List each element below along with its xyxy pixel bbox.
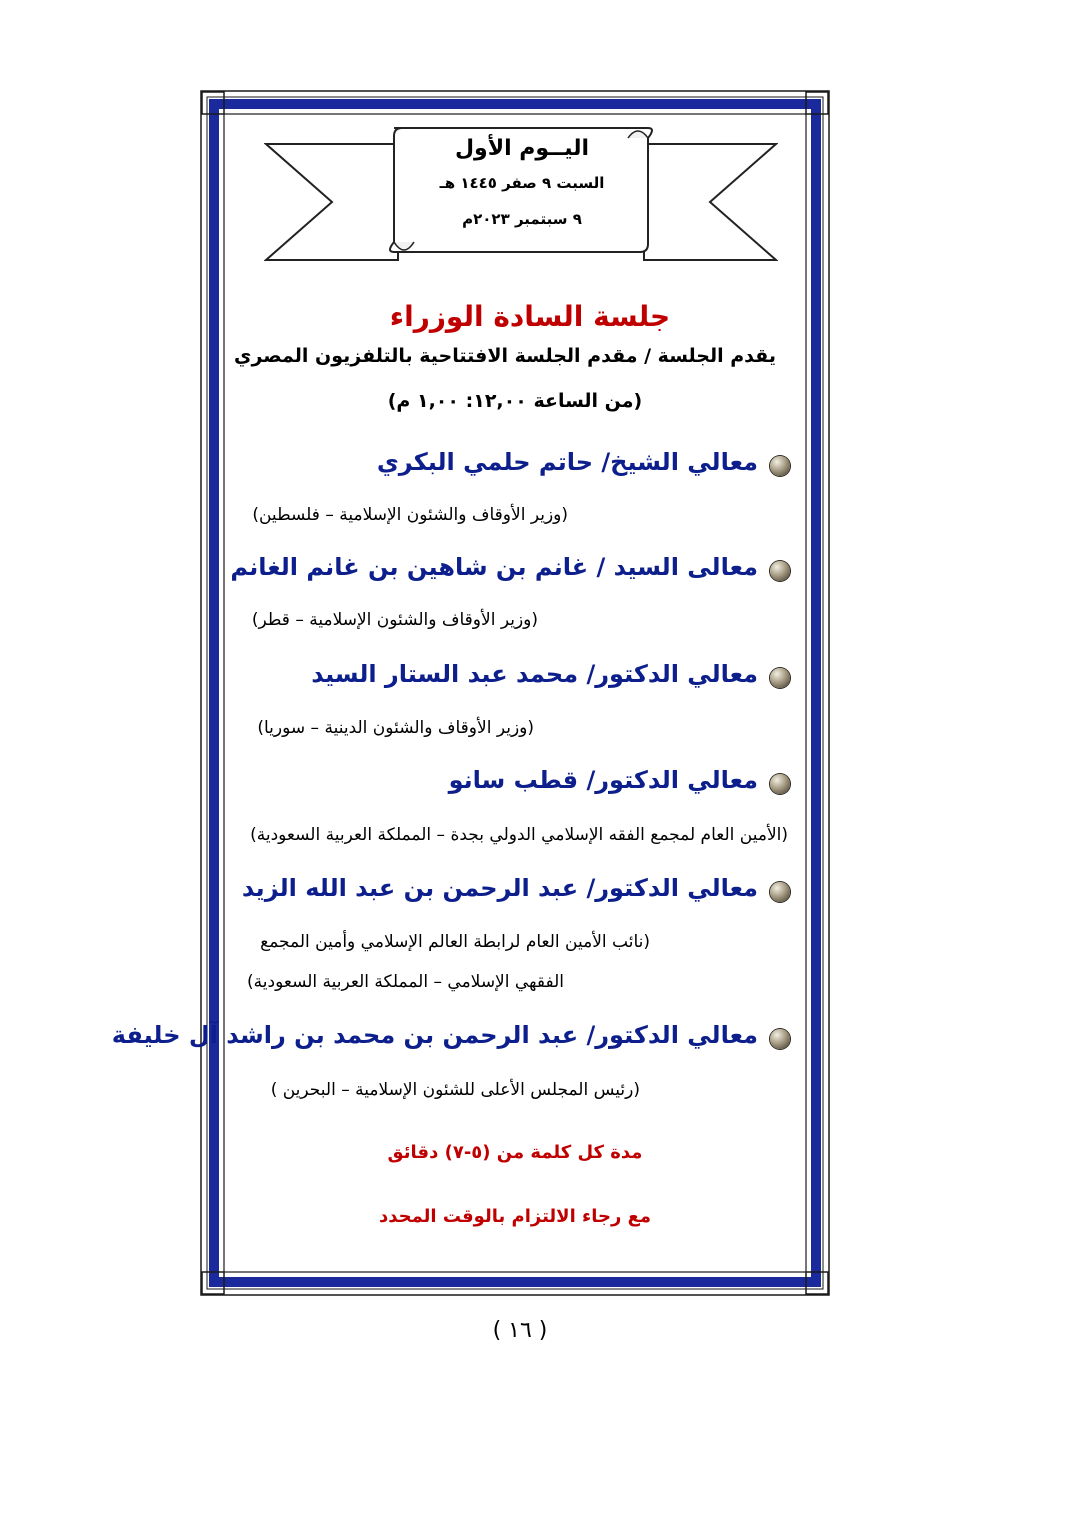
bullet-icon (770, 456, 790, 476)
speaker-role-line-2: الفقهي الإسلامي – المملكة العربية السعودية) (247, 972, 564, 992)
duration-note: مدة كل كلمة من (٥-٧) دقائق (387, 1142, 643, 1163)
session-time: (من الساعة ١٢,٠٠: ١,٠٠ م) (387, 390, 643, 412)
day-title: اليــوم الأول (454, 136, 590, 161)
speaker-name: معالى السيد / غانم بن شاهين بن غانم الغانم (230, 553, 758, 581)
speaker-role-line-1: (نائب الأمين العام لرابطة العالم الإسلامي وأمين المجمع (260, 932, 650, 952)
session-title: جلسة السادة الوزراء (389, 300, 671, 333)
bullet-icon (770, 882, 790, 902)
bullet-icon (770, 668, 790, 688)
speaker-role: (وزير الأوقاف والشئون الإسلامية – فلسطين) (252, 505, 568, 525)
page-border (200, 90, 830, 1296)
speaker-role: (الأمين العام لمجمع الفقه الإسلامي الدولي بجدة – المملكة العربية السعودية) (250, 825, 788, 845)
speaker-role: (وزير الأوقاف والشئون الإسلامية – قطر) (251, 610, 538, 630)
speaker-name: معالي الدكتور/ محمد عبد الستار السيد (311, 660, 758, 688)
speaker-name: معالي الشيخ/ حاتم حلمي البكري (376, 448, 758, 476)
bullet-icon (770, 1029, 790, 1049)
session-presenter: يقدم الجلسة / مقدم الجلسة الافتتاحية بالتلفزيون المصري (234, 345, 776, 367)
speaker-role: (وزير الأوقاف والشئون الدينية – سوريا) (257, 718, 534, 738)
bullet-icon (770, 774, 790, 794)
commitment-note: مع رجاء الالتزام بالوقت المحدد (378, 1206, 652, 1227)
speaker-name: معالي الدكتور/ قطب سانو (448, 766, 758, 794)
speaker-name: معالي الدكتور/ عبد الرحمن بن عبد الله الزيد (241, 874, 758, 902)
bullet-icon (770, 561, 790, 581)
hijri-date: السبت ٩ صفر ١٤٤٥ هـ (439, 174, 605, 192)
gregorian-date: ٩ سبتمبر ٢٠٢٣م (462, 210, 582, 228)
speaker-name: معالي الدكتور/ عبد الرحمن بن محمد بن راشد آل خليفة (111, 1021, 758, 1049)
speaker-role: (رئيس المجلس الأعلى للشئون الإسلامية – البحرين ) (270, 1080, 640, 1100)
page-number: ( ١٦ ) (492, 1318, 548, 1343)
